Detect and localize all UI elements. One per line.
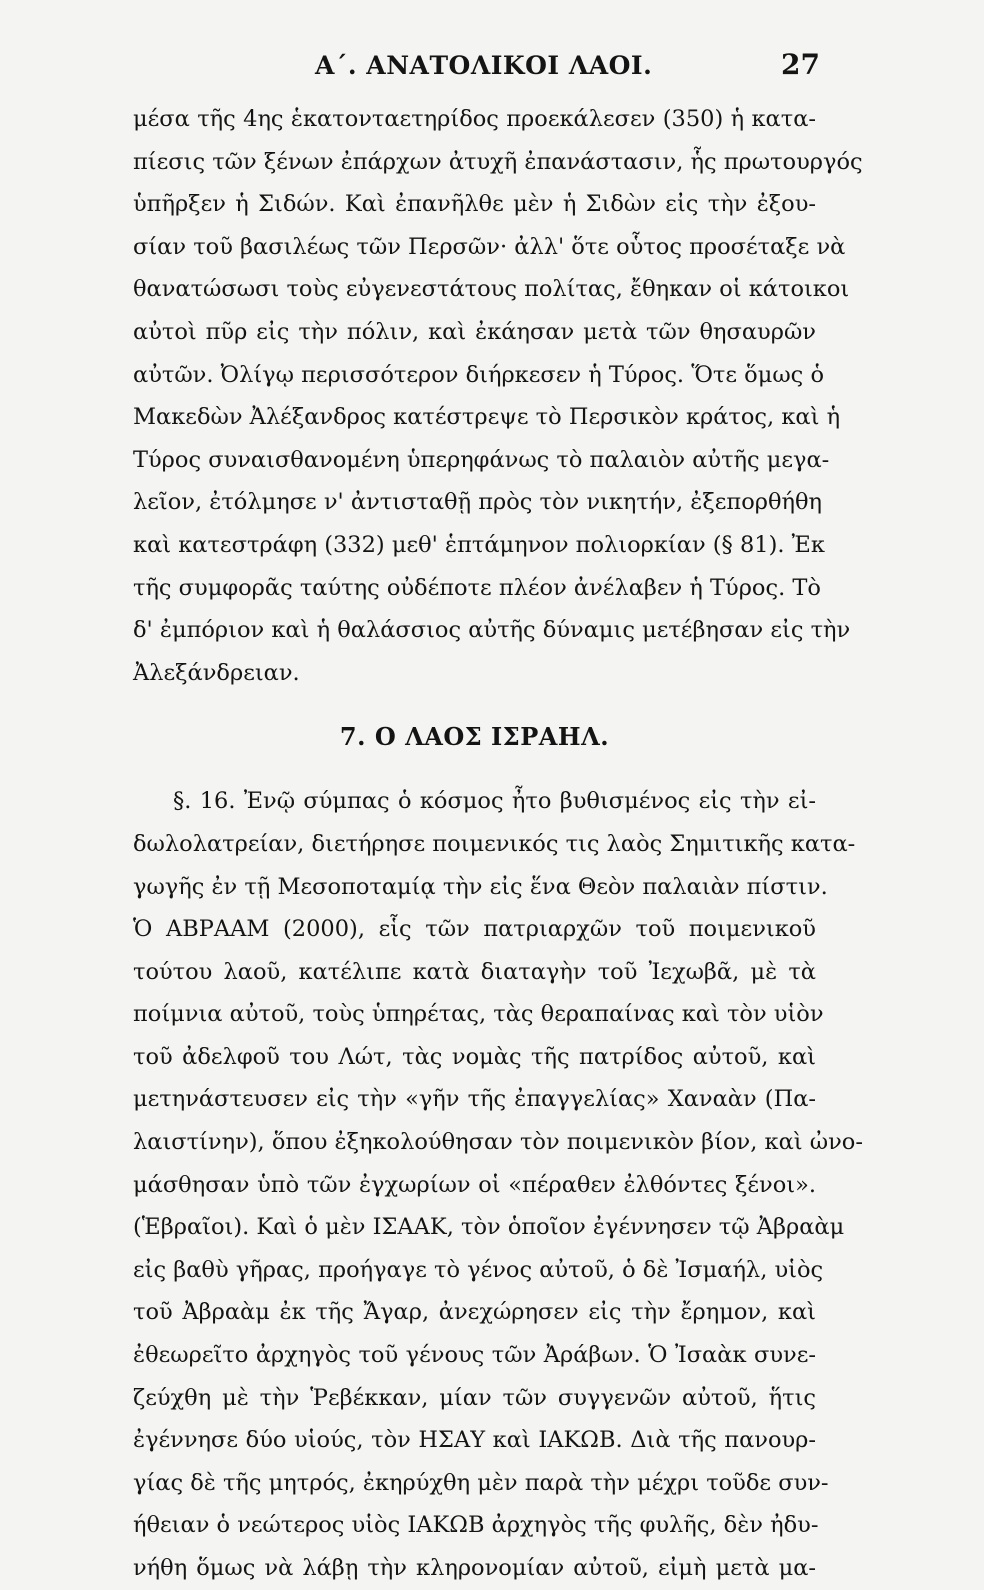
- text-line: Ὁ ΑΒΡΑΑΜ (2000), εἷς τῶν πατριαρχῶν τοῦ ποιμενικοῦ: [133, 916, 816, 943]
- section-title: 7. Ο ΛΑΟΣ ΙΣΡΑΗΛ.: [339, 722, 610, 752]
- text-line: αὐτῶν. Ὀλίγῳ περισσότερον διήρκεσεν ἡ Τύρος. Ὅτε ὅμως ὁ: [133, 361, 824, 388]
- text-line: ἐθεωρεῖτο ἀρχηγὸς τοῦ γένους τῶν Ἀράβων. Ὁ Ἰσαὰκ συνε-: [133, 1342, 816, 1369]
- text-line: Μακεδὼν Ἀλέξανδρος κατέστρεψε τὸ Περσικὸν κράτος, καὶ ἡ: [133, 404, 841, 431]
- text-line: νήθη ὅμως νὰ λάβῃ τὴν κληρονομίαν αὐτοῦ, εἰμὴ μετὰ μα-: [133, 1555, 816, 1581]
- text-line: δ' ἐμπόριον καὶ ἡ θαλάσσιος αὐτῆς δύναμις μετέβησαν εἰς τὴν: [133, 617, 851, 644]
- running-head: Α΄. ΑΝΑΤΟΛΙΚΟΙ ΛΑΟΙ.: [315, 51, 653, 80]
- text-line: μετηνάστευσεν εἰς τὴν «γῆν τῆς ἐπαγγελίας» Χαναὰν (Πα-: [133, 1086, 816, 1113]
- text-line: ήθειαν ὁ νεώτερος υἱὸς ΙΑΚΩΒ ἀρχηγὸς τῆς φυλῆς, δὲν ἠδυ-: [133, 1512, 819, 1539]
- text-line: (Ἑβραῖοι). Καὶ ὁ μὲν ΙΣΑΑΚ, τὸν ὁποῖον ἐγέννησεν τῷ Ἀβραὰμ: [133, 1214, 845, 1241]
- text-line: ὑπῆρξεν ἡ Σιδών. Καὶ ἐπανῆλθε μὲν ἡ Σιδὼν εἰς τὴν ἐξου-: [133, 191, 816, 218]
- page-header: [120, 48, 820, 81]
- text-line: Ἀλεξάνδρειαν.: [133, 659, 300, 686]
- page-number: 27: [781, 48, 820, 81]
- text-line: §. 16. Ἐνῷ σύμπας ὁ κόσμος ἦτο βυθισμένος εἰς τὴν εἰ-: [173, 788, 816, 815]
- text-line: θανατώσωσι τοὺς εὐγενεστάτους πολίτας, ἔθηκαν οἱ κάτοικοι: [133, 276, 850, 303]
- text-line: γίας δὲ τῆς μητρός, ἐκηρύχθη μὲν παρὰ τὴν μέχρι τοῦδε συν-: [133, 1469, 829, 1496]
- paragraph-2: [133, 780, 863, 1589]
- text-line: μάσθησαν ὑπὸ τῶν ἐγχωρίων οἱ «πέραθεν ἐλθόντες ξένοι».: [133, 1171, 816, 1198]
- text-line: εἰς βαθὺ γῆρας, προήγαγε τὸ γένος αὐτοῦ, ὁ δὲ Ἰσμαήλ, υἱὸς: [133, 1256, 824, 1283]
- text-line: Τύρος συναισθανομένη ὑπερηφάνως τὸ παλαιὸν αὐτῆς μεγα-: [133, 446, 830, 473]
- text-line: τούτου λαοῦ, κατέλιπε κατὰ διαταγὴν τοῦ Ἰεχωβᾶ, μὲ τὰ: [133, 958, 816, 985]
- text-line: καὶ κατεστράφη (332) μεθ' ἑπτάμηνον πολιορκίαν (§ 81). Ἐκ: [133, 531, 825, 558]
- text-line: λαιστίνην), ὅπου ἐξηκολούθησαν τὸν ποιμενικὸν βίον, καὶ ὠνο-: [133, 1129, 863, 1156]
- text-line: λεῖον, ἐτόλμησε ν' ἀντισταθῇ πρὸς τὸν νικητήν, ἐξεπορθήθη: [133, 489, 823, 516]
- text-line: ἐγέννησε δύο υἱούς, τὸν ΗΣΑΥ καὶ ΙΑΚΩΒ. Διὰ τῆς πανουρ-: [133, 1427, 816, 1454]
- text-line: μέσα τῆς 4ης ἑκατονταετηρίδος προεκάλεσεν (350) ἡ κατα-: [133, 106, 816, 132]
- text-line: τοῦ Ἀβραὰμ ἐκ τῆς Ἄγαρ, ἀνεχώρησεν εἰς τὴν ἔρημον, καὶ: [133, 1299, 816, 1326]
- paragraph-1: [133, 98, 863, 694]
- text-line: πίεσις τῶν ξένων ἐπάρχων ἀτυχῆ ἐπανάστασιν, ἧς πρωτουργός: [133, 148, 863, 175]
- text-line: αὐτοὶ πῦρ εἰς τὴν πόλιν, καὶ ἐκάησαν μετὰ τῶν θησαυρῶν: [133, 318, 816, 345]
- text-line: ζεύχθη μὲ τὴν Ῥεβέκκαν, μίαν τῶν συγγενῶν αὐτοῦ, ἥτις: [133, 1384, 816, 1411]
- text-line: γωγῆς ἐν τῇ Μεσοποταμίᾳ τὴν εἰς ἕνα Θεὸν παλαιὰν πίστιν.: [133, 873, 828, 900]
- text-line: σίαν τοῦ βασιλέως τῶν Περσῶν· ἀλλ' ὅτε οὗτος προσέταξε νὰ: [133, 233, 846, 260]
- text-line: δωλολατρείαν, διετήρησε ποιμενικός τις λαὸς Σημιτικῆς κατα-: [133, 830, 856, 857]
- text-line: τῆς συμφορᾶς ταύτης οὐδέποτε πλέον ἀνέλαβεν ἡ Τύρος. Τὸ: [133, 574, 821, 601]
- text-line: τοῦ ἀδελφοῦ του Λώτ, τὰς νομὰς τῆς πατρίδος αὐτοῦ, καὶ: [133, 1043, 816, 1070]
- page-body: [133, 98, 863, 1590]
- text-line: ποίμνια αὐτοῦ, τοὺς ὑπηρέτας, τὰς θεραπαίνας καὶ τὸν υἱὸν: [133, 1001, 824, 1028]
